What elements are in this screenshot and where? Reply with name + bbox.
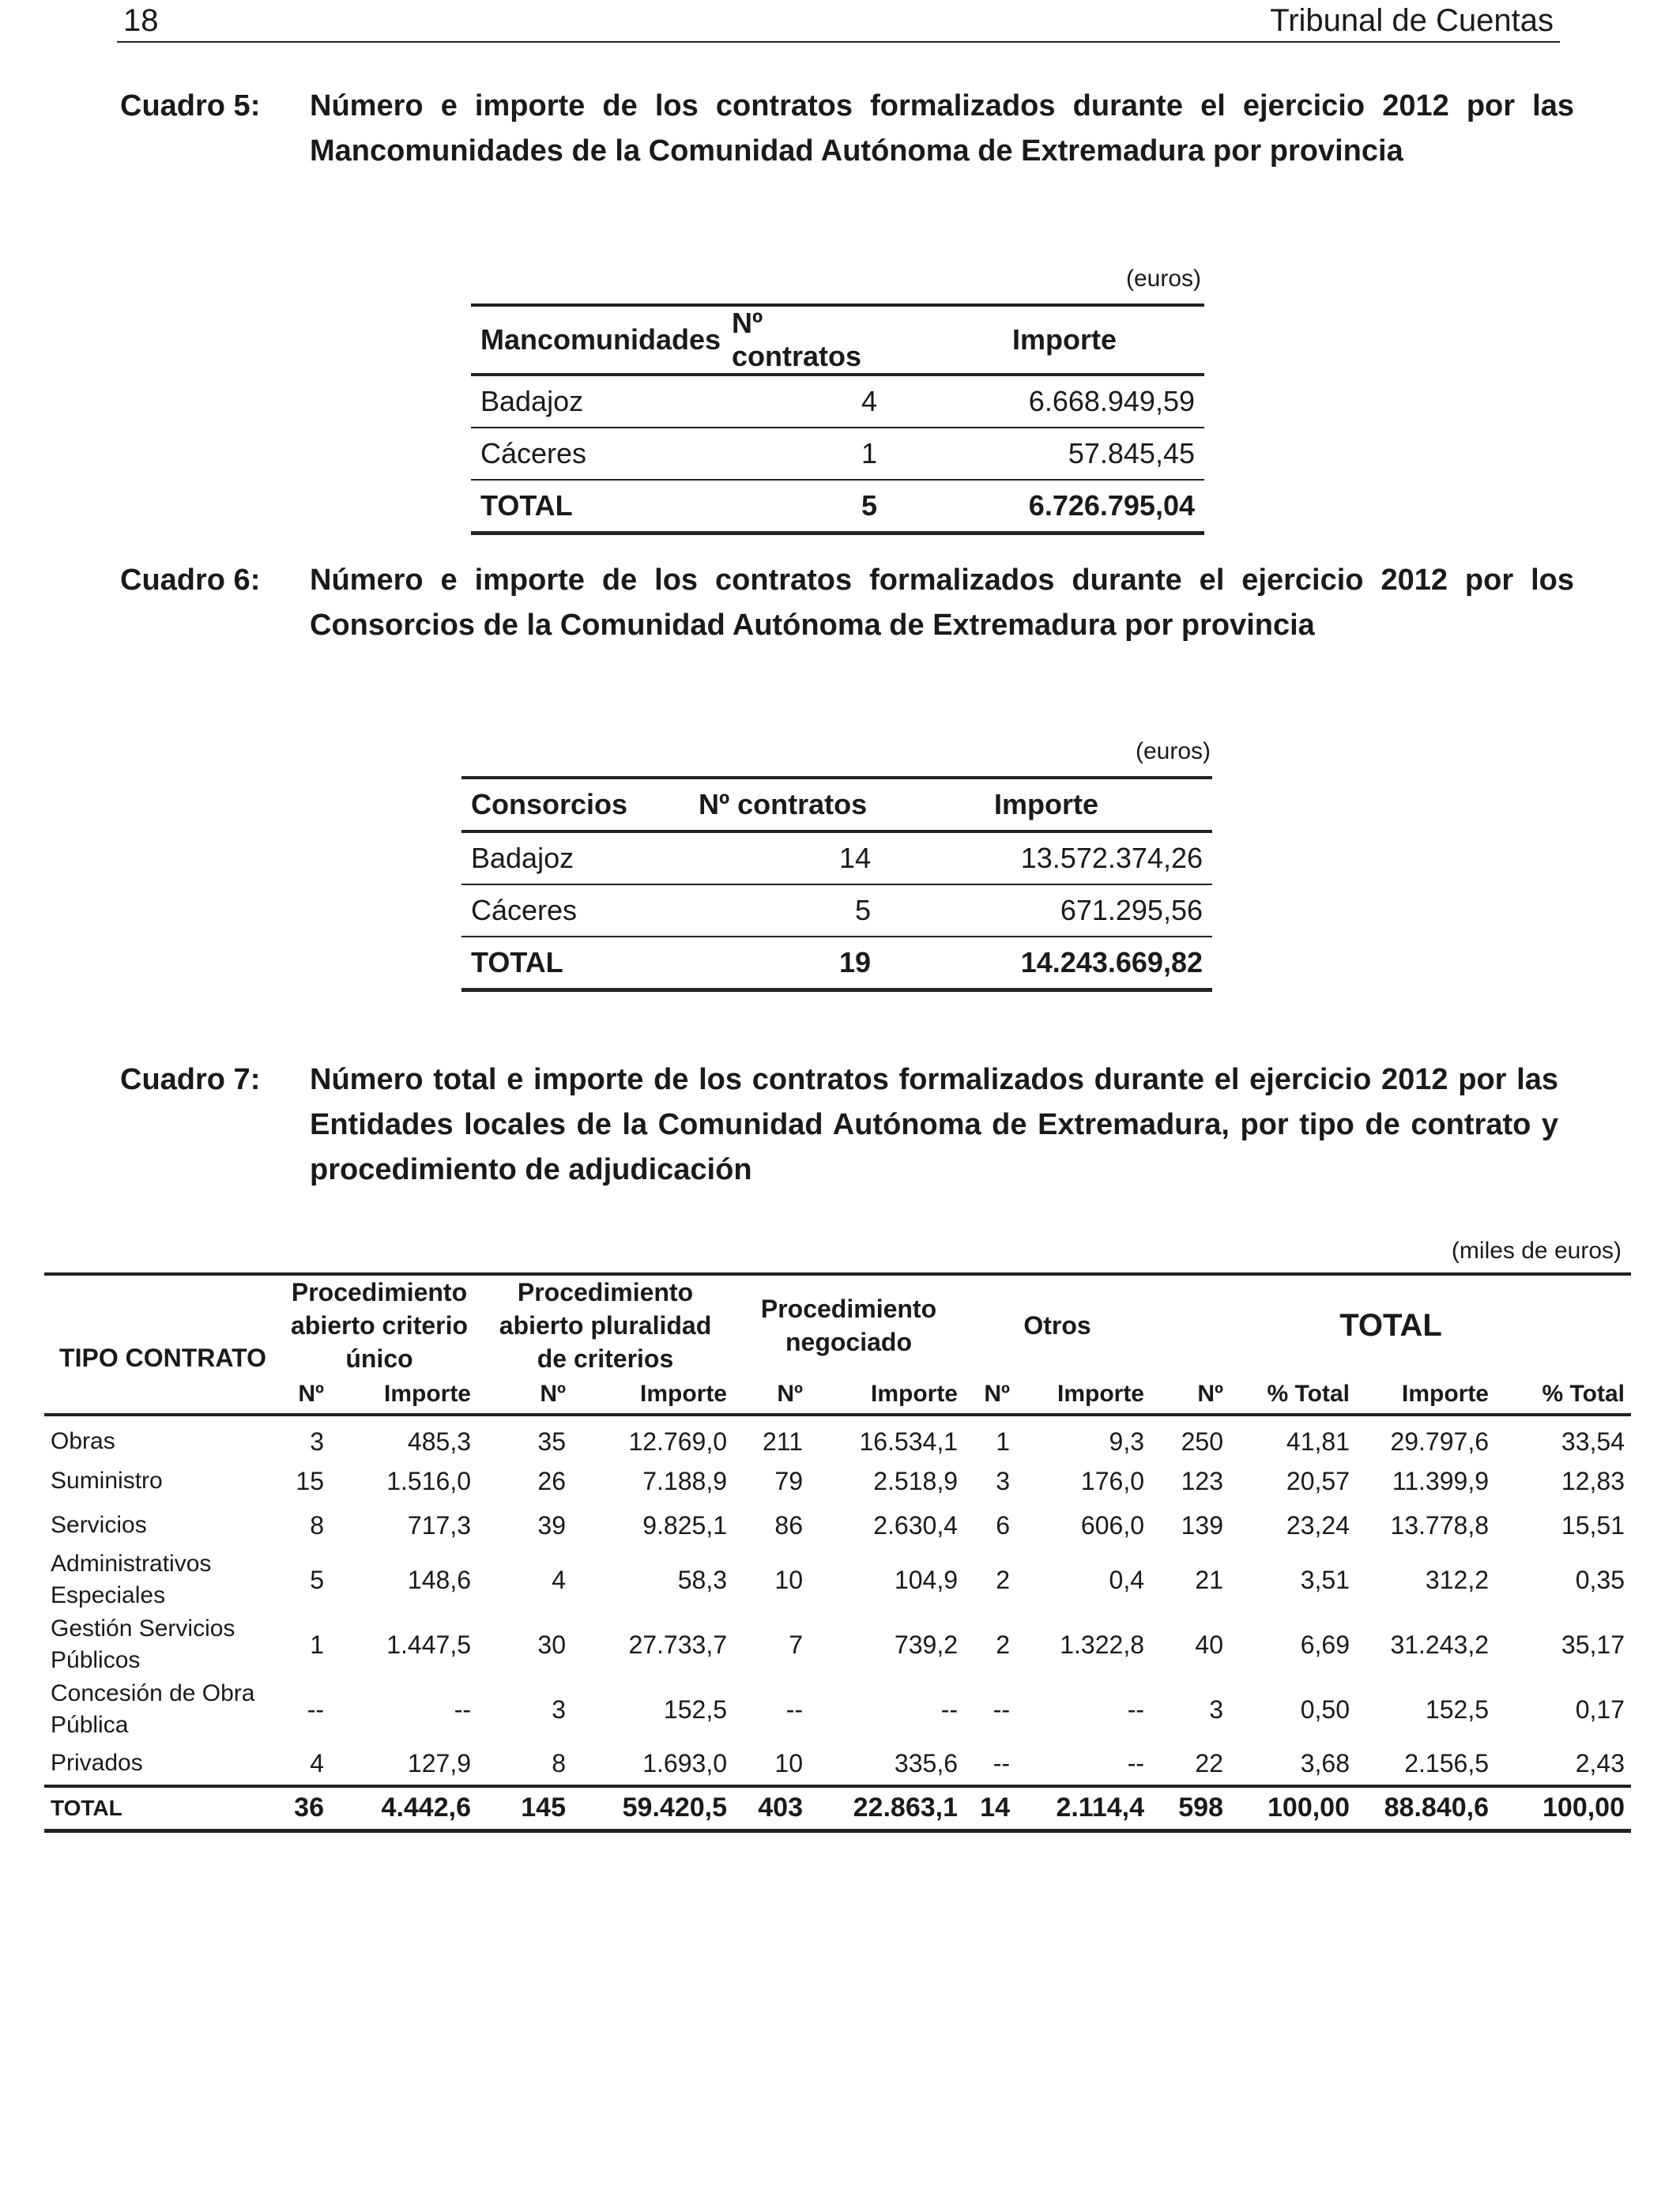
cuadro7-label: Cuadro 7: xyxy=(120,1063,261,1096)
row-value: 2 xyxy=(996,1630,1010,1659)
row-value: 0,35 xyxy=(1575,1565,1625,1594)
row-importe: 57.845,45 xyxy=(1068,437,1195,469)
cuadro6-caption xyxy=(120,558,1574,697)
row-value: 26 xyxy=(537,1466,566,1495)
row-value: 4 xyxy=(310,1748,324,1777)
row-value: 123 xyxy=(1181,1466,1223,1495)
row-value: 31.243,2 xyxy=(1390,1630,1489,1659)
total-row xyxy=(471,480,1204,533)
cuadro6-table xyxy=(461,776,1212,992)
cuadro6-label: Cuadro 6: xyxy=(120,564,261,597)
row-value: -- xyxy=(785,1695,803,1724)
row-importe: 13.572.374,26 xyxy=(1020,842,1203,874)
row-tipo: Administrativos Especiales xyxy=(51,1551,212,1608)
cuadro7-group-header-row xyxy=(44,1274,1631,1375)
col-n-contratos: Nº contratos xyxy=(732,307,862,372)
col-tipo-contrato: TIPO CONTRATO xyxy=(59,1344,266,1372)
row-value: 3,68 xyxy=(1300,1748,1350,1777)
row-n: 1 xyxy=(861,437,877,469)
cuadro5-title: Número e importe de los contratos formalizados durante el ejercicio 2012 por las Mancomunidades de la Comunidad Autónoma de Extremadura por provincia xyxy=(310,89,1574,168)
row-value: 9.825,1 xyxy=(642,1510,727,1540)
row-tipo: Privados xyxy=(51,1750,143,1776)
cuadro5-caption xyxy=(120,84,1574,223)
row-value: 0,50 xyxy=(1300,1695,1350,1724)
row-value: 2.630,4 xyxy=(873,1510,958,1540)
row-value: 39 xyxy=(537,1510,566,1540)
row-value: 12,83 xyxy=(1561,1466,1625,1495)
row-name: Badajoz xyxy=(471,842,574,874)
row-tipo: Servicios xyxy=(51,1512,147,1538)
total-n: 5 xyxy=(861,489,877,522)
row-value: 86 xyxy=(774,1510,803,1540)
row-value: 2,43 xyxy=(1575,1748,1625,1777)
row-value: 58,3 xyxy=(677,1565,727,1594)
row-value: 7 xyxy=(789,1630,803,1659)
table-row xyxy=(461,831,1212,884)
row-value: 40 xyxy=(1195,1630,1223,1659)
row-n: 4 xyxy=(861,385,877,417)
row-value: 11.399,9 xyxy=(1392,1466,1489,1495)
sub-n: Nº xyxy=(540,1381,566,1407)
row-value: 1 xyxy=(996,1427,1010,1456)
table-row xyxy=(44,1742,1631,1786)
cuadro5-unit: (euros) xyxy=(1125,266,1201,292)
publication-title: Tribunal de Cuentas xyxy=(1270,3,1554,38)
row-value: 9,3 xyxy=(1109,1427,1144,1456)
row-value: 0,17 xyxy=(1575,1695,1625,1724)
row-value: 485,3 xyxy=(407,1427,471,1456)
row-value: 127,9 xyxy=(407,1748,471,1777)
table-row xyxy=(44,1415,1631,1459)
page-number: 18 xyxy=(123,3,159,38)
total-value: 403 xyxy=(758,1793,803,1823)
row-value: 35 xyxy=(537,1427,566,1456)
row-value: 8 xyxy=(310,1510,324,1540)
row-value: 3 xyxy=(310,1427,324,1456)
total-label: TOTAL xyxy=(51,1795,122,1820)
total-row xyxy=(461,937,1212,990)
sub-n: Nº xyxy=(298,1381,324,1407)
cuadro7-unit: (miles de euros) xyxy=(1451,1238,1622,1264)
row-value: 1.447,5 xyxy=(386,1630,471,1659)
row-value: 33,54 xyxy=(1561,1427,1625,1456)
page-header xyxy=(117,0,1560,43)
row-value: -- xyxy=(940,1695,958,1724)
row-value: -- xyxy=(307,1695,324,1724)
row-importe: 671.295,56 xyxy=(1060,894,1203,926)
cuadro6-header-row xyxy=(461,778,1212,831)
row-value: 10 xyxy=(774,1565,803,1594)
total-value: 14 xyxy=(980,1793,1010,1823)
row-value: -- xyxy=(1127,1695,1144,1724)
row-value: 606,0 xyxy=(1080,1510,1144,1540)
col-importe: Importe xyxy=(993,788,1098,820)
row-value: 4 xyxy=(552,1565,566,1594)
total-value: 100,00 xyxy=(1543,1793,1625,1823)
row-value: 15 xyxy=(296,1466,324,1495)
row-value: 7.188,9 xyxy=(642,1466,727,1495)
row-value: 2.518,9 xyxy=(873,1466,958,1495)
row-value: 13.778,8 xyxy=(1390,1510,1489,1540)
cuadro5-table xyxy=(471,303,1204,535)
col-negociado: Procedimiento negociado xyxy=(760,1295,937,1356)
row-value: 0,4 xyxy=(1109,1565,1144,1594)
row-name: Cáceres xyxy=(480,437,587,469)
row-value: 3 xyxy=(552,1695,566,1724)
sub-importe: Importe xyxy=(1401,1381,1489,1407)
col-consorcios: Consorcios xyxy=(471,788,628,820)
col-n-contratos: Nº contratos xyxy=(699,788,868,820)
row-value: 12.769,0 xyxy=(628,1427,727,1456)
row-value: -- xyxy=(1127,1748,1144,1777)
row-value: 3 xyxy=(1209,1695,1223,1724)
cuadro6-title: Número e importe de los contratos formalizados durante el ejercicio 2012 por los Consorcios de la Comunidad Autónoma de Extremadura por provincia xyxy=(310,564,1574,642)
row-value: 35,17 xyxy=(1561,1630,1625,1659)
row-value: 22 xyxy=(1195,1748,1223,1777)
row-value: 3 xyxy=(996,1466,1010,1495)
row-value: 211 xyxy=(762,1427,803,1456)
total-label: TOTAL xyxy=(471,946,563,978)
row-value: 41,81 xyxy=(1286,1427,1350,1456)
total-value: 100,00 xyxy=(1268,1793,1350,1823)
sub-n: Nº xyxy=(984,1381,1010,1407)
row-value: -- xyxy=(993,1748,1010,1777)
table-row xyxy=(44,1503,1631,1547)
col-abierto-unico: Procedimiento abierto criterio único xyxy=(290,1278,469,1373)
row-value: 20,57 xyxy=(1286,1466,1350,1495)
total-importe: 14.243.669,82 xyxy=(1020,946,1203,978)
sub-importe: Importe xyxy=(1057,1381,1144,1407)
cuadro7-body xyxy=(44,1415,1631,1830)
row-value: -- xyxy=(993,1695,1010,1724)
row-value: 717,3 xyxy=(407,1510,471,1540)
total-value: 4.442,6 xyxy=(381,1793,471,1823)
total-row xyxy=(44,1786,1631,1830)
cuadro6-unit: (euros) xyxy=(1135,738,1211,764)
sub-n: Nº xyxy=(1197,1381,1223,1407)
table-row xyxy=(461,884,1212,937)
row-value: 3,51 xyxy=(1300,1565,1350,1594)
row-value: 739,2 xyxy=(894,1630,958,1659)
cuadro7-table xyxy=(44,1272,1631,1833)
row-value: -- xyxy=(454,1695,471,1724)
row-value: 1 xyxy=(310,1630,324,1659)
row-value: 1.693,0 xyxy=(642,1748,727,1777)
cuadro5-header-row xyxy=(471,305,1204,375)
row-value: 21 xyxy=(1195,1565,1223,1594)
col-mancomunidades: Mancomunidades xyxy=(480,323,721,356)
row-value: 250 xyxy=(1181,1427,1223,1456)
cuadro5-label: Cuadro 5: xyxy=(120,89,261,123)
row-value: 29.797,6 xyxy=(1390,1427,1489,1456)
row-value: 27.733,7 xyxy=(628,1630,727,1659)
row-n: 5 xyxy=(854,894,871,926)
row-value: 16.534,1 xyxy=(859,1427,958,1456)
total-value: 145 xyxy=(521,1793,566,1823)
row-value: 6 xyxy=(996,1510,1010,1540)
row-value: 104,9 xyxy=(894,1565,958,1594)
table-row xyxy=(44,1459,1631,1503)
total-n: 19 xyxy=(838,946,871,978)
cuadro7-subheader-row xyxy=(44,1375,1631,1415)
table-row xyxy=(44,1677,1631,1742)
total-value: 22.863,1 xyxy=(853,1793,958,1823)
subheader-blank xyxy=(44,1375,281,1415)
row-tipo: Obras xyxy=(51,1428,115,1454)
row-value: 79 xyxy=(774,1466,803,1495)
total-value: 88.840,6 xyxy=(1384,1793,1489,1823)
sub-importe: Importe xyxy=(639,1381,727,1407)
cuadro7-title: Número total e importe de los contratos formalizados durante el ejercicio 2012 por las Entidades locales de la Comunidad Autónoma de Extremadura, por tipo de contrato y procedimiento de adjudicación xyxy=(310,1063,1558,1186)
total-value: 598 xyxy=(1178,1793,1223,1823)
row-value: 2 xyxy=(996,1565,1010,1594)
table-row xyxy=(44,1547,1631,1612)
row-name: Badajoz xyxy=(480,385,584,417)
col-abierto-pluralidad: Procedimiento abierto pluralidad de criterios xyxy=(499,1278,712,1373)
row-value: 6,69 xyxy=(1300,1630,1350,1659)
row-value: 15,51 xyxy=(1561,1510,1625,1540)
sub-importe: Importe xyxy=(870,1381,958,1407)
row-value: 8 xyxy=(552,1748,566,1777)
row-importe: 6.668.949,59 xyxy=(1028,385,1195,417)
table-row xyxy=(471,375,1204,428)
col-otros: Otros xyxy=(1023,1311,1091,1340)
table-row xyxy=(471,428,1204,480)
row-value: 5 xyxy=(310,1565,324,1594)
row-value: 23,24 xyxy=(1286,1510,1350,1540)
row-value: 1.516,0 xyxy=(386,1466,471,1495)
sub-importe: Importe xyxy=(383,1381,471,1407)
total-value: 59.420,5 xyxy=(622,1793,727,1823)
total-value: 36 xyxy=(294,1793,324,1823)
row-value: 30 xyxy=(537,1630,566,1659)
row-value: 148,6 xyxy=(407,1565,471,1594)
row-tipo: Concesión de Obra Pública xyxy=(51,1680,255,1738)
row-value: 139 xyxy=(1181,1510,1223,1540)
total-value: 2.114,4 xyxy=(1056,1793,1144,1823)
row-n: 14 xyxy=(838,842,871,874)
row-value: 2.156,5 xyxy=(1404,1748,1489,1777)
total-importe: 6.726.795,04 xyxy=(1028,489,1195,522)
col-total: TOTAL xyxy=(1339,1308,1442,1343)
row-value: 152,5 xyxy=(663,1695,727,1724)
cuadro7-caption xyxy=(120,1057,1558,1197)
row-tipo: Gestión Servicios Públicos xyxy=(51,1615,235,1673)
col-importe: Importe xyxy=(1011,323,1117,356)
sub-pct-total: % Total xyxy=(1542,1381,1625,1407)
row-value: 335,6 xyxy=(894,1748,958,1777)
row-name: Cáceres xyxy=(471,894,578,926)
total-label: TOTAL xyxy=(480,489,573,522)
row-value: 10 xyxy=(774,1748,803,1777)
row-value: 152,5 xyxy=(1425,1695,1489,1724)
row-tipo: Suministro xyxy=(51,1468,163,1494)
sub-pct-total: % Total xyxy=(1267,1381,1350,1407)
row-value: 176,0 xyxy=(1080,1466,1144,1495)
row-value: 1.322,8 xyxy=(1060,1630,1144,1659)
table-row xyxy=(44,1612,1631,1677)
row-value: 312,2 xyxy=(1425,1565,1489,1594)
sub-n: Nº xyxy=(777,1381,803,1407)
